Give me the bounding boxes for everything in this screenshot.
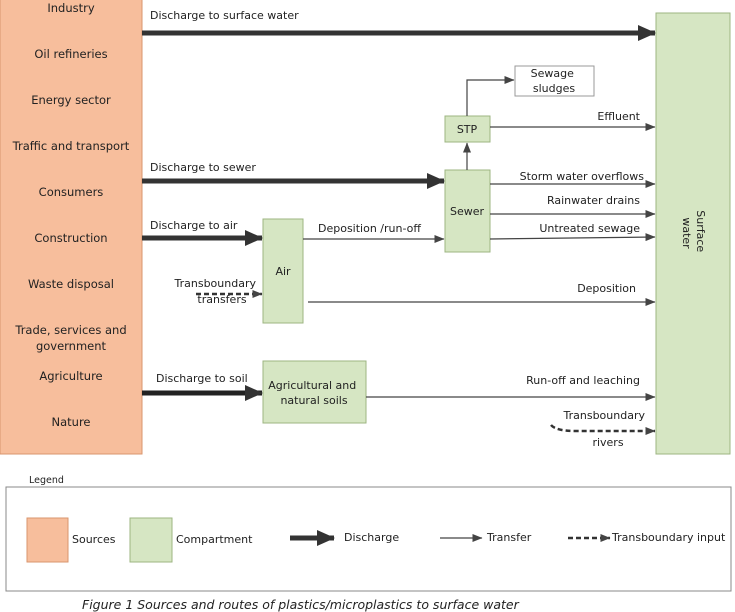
discharge-surface-label: Discharge to surface water (150, 9, 299, 22)
storm-water-label: Storm water overflows (519, 170, 644, 183)
stp-to-sludges-arrow (467, 80, 514, 116)
legend-compartment-swatch (130, 518, 172, 562)
source-item: Nature (51, 415, 91, 429)
source-item: Trade, services and government (15, 323, 127, 353)
legend-sources-swatch (27, 518, 68, 562)
runoff-leaching-label: Run-off and leaching (526, 374, 640, 387)
stp-label: STP (456, 123, 478, 136)
legend-discharge-label: Discharge (344, 531, 400, 544)
legend-sources-label: Sources (72, 533, 116, 546)
source-item: Oil refineries (34, 47, 108, 61)
soils-box (263, 361, 366, 423)
figure-caption: Figure 1 Sources and routes of plastics/microplastics to surface water (82, 597, 519, 612)
air-label: Air (275, 265, 291, 278)
transboundary-rivers-arrow (551, 425, 655, 431)
discharge-air-label: Discharge to air (150, 219, 238, 232)
transboundary-rivers-label: Transboundary rivers (563, 409, 645, 449)
legend-transboundary-label: Transboundary input (612, 531, 726, 544)
source-item: Construction (34, 231, 108, 245)
untreated-arrow (490, 237, 655, 239)
legend-title: Legend (29, 475, 64, 486)
sewage-sludges-label: Sewage sludges (530, 67, 576, 95)
legend-compartment-label: Compartment (176, 533, 253, 546)
source-item: Waste disposal (28, 277, 114, 291)
source-item: Consumers (38, 185, 104, 199)
untreated-label: Untreated sewage (539, 222, 640, 235)
deposition-label: Deposition (577, 282, 636, 295)
legend-transfer-label: Transfer (487, 531, 532, 544)
transboundary-transfers-label: Transboundary transfers (174, 277, 256, 306)
deposition-runoff-label: Deposition /run-off (318, 222, 421, 235)
discharge-sewer-label: Discharge to sewer (150, 161, 256, 174)
source-item: Industry (47, 1, 95, 15)
source-item: Energy sector (31, 93, 111, 107)
discharge-soil-label: Discharge to soil (156, 372, 248, 385)
source-item: Traffic and transport (12, 139, 130, 153)
rainwater-label: Rainwater drains (546, 194, 640, 207)
source-item: Agriculture (39, 369, 103, 383)
surface-water-label: Surface water (680, 210, 707, 253)
effluent-label: Effluent (597, 110, 640, 123)
sources-panel (0, 0, 142, 454)
sewer-label: Sewer (449, 205, 485, 218)
soils-label: Agricultural and natural soils (268, 379, 357, 407)
